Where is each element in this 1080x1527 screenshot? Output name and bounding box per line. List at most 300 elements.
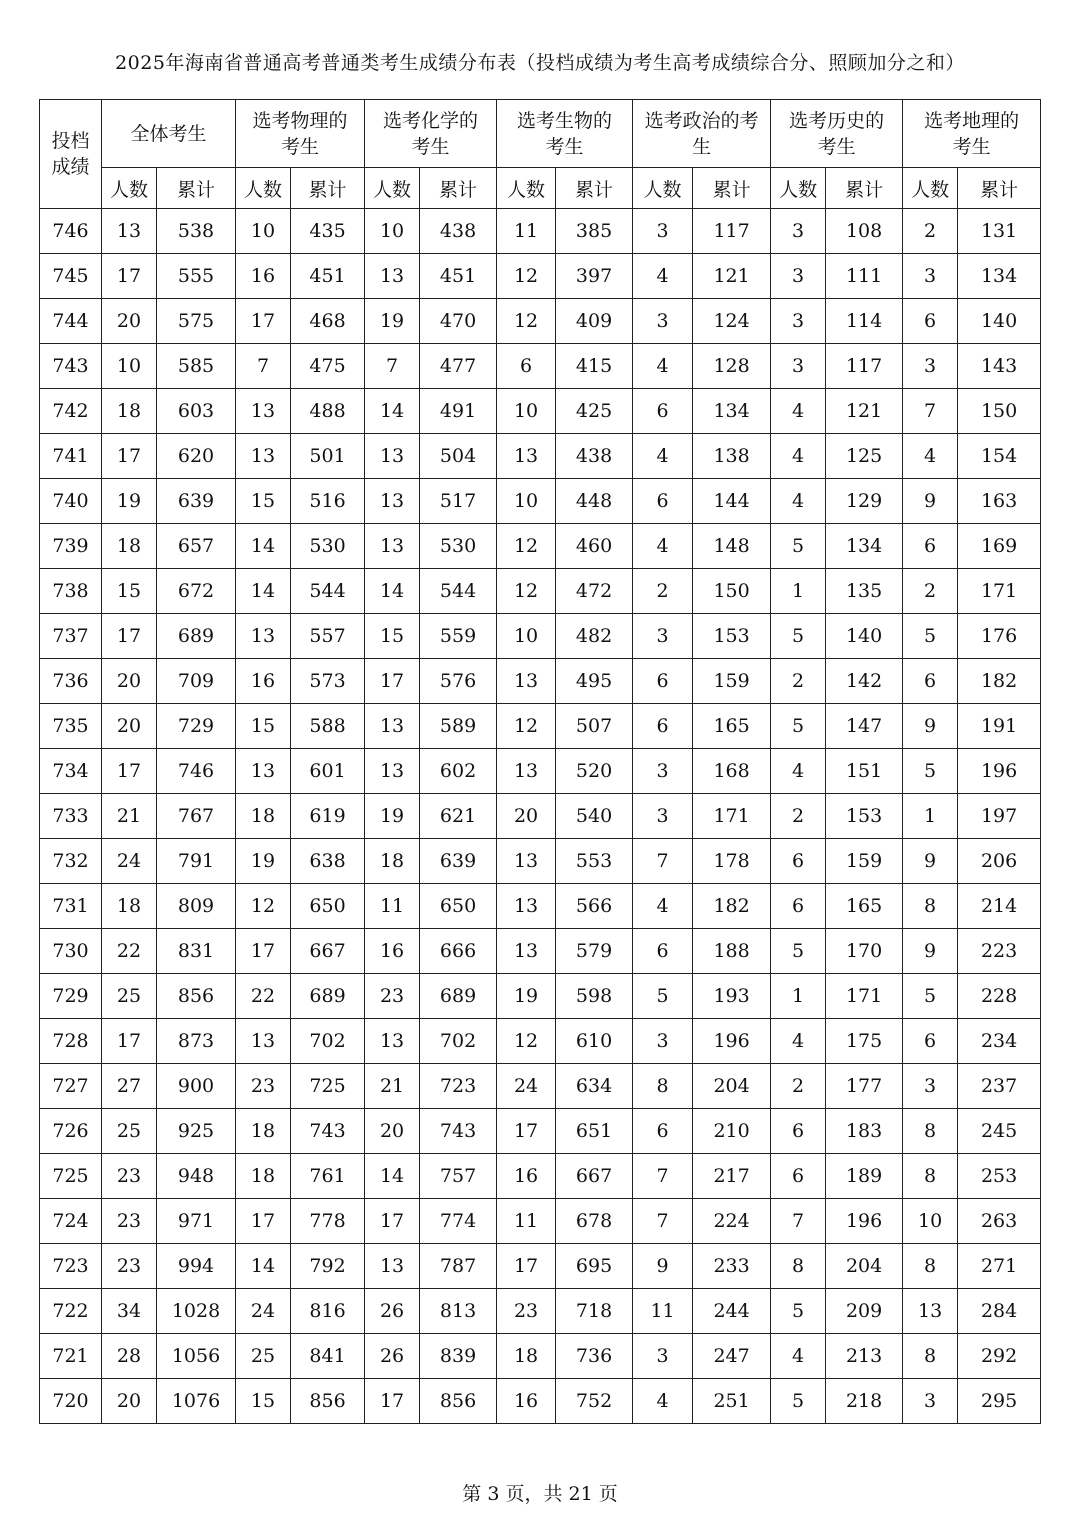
cumulative-cell: 603 [157,389,236,434]
count-header: 人数 [633,168,693,209]
table-row [40,1064,1041,1109]
cumulative-cell: 816 [291,1289,365,1334]
cumulative-cell: 125 [826,434,903,479]
count-cell: 14 [365,569,420,614]
cumulative-cell: 150 [958,389,1041,434]
cumulative-cell: 689 [291,974,365,1019]
cumulative-cell: 667 [291,929,365,974]
count-cell: 8 [903,1334,958,1379]
table-row [40,1379,1041,1424]
count-cell: 20 [102,299,157,344]
page-footer: 第 3 页，共 21 页 [462,1483,618,1505]
cumulative-cell: 134 [826,524,903,569]
count-cell: 10 [365,209,420,254]
cumulative-cell: 634 [556,1064,633,1109]
sub-header-row [40,168,1041,209]
cumulative-cell: 573 [291,659,365,704]
count-cell: 26 [365,1334,420,1379]
count-cell: 5 [633,974,693,1019]
count-cell: 2 [771,1064,826,1109]
cumulative-cell: 183 [826,1109,903,1154]
cumulative-cell: 204 [826,1244,903,1289]
cumulative-cell: 725 [291,1064,365,1109]
cumulative-cell: 244 [693,1289,771,1334]
cumulative-cell: 148 [693,524,771,569]
count-cell: 4 [633,434,693,479]
cumulative-cell: 678 [556,1199,633,1244]
count-cell: 2 [903,209,958,254]
cumulative-cell: 809 [157,884,236,929]
group-header-0 [102,100,236,168]
count-cell: 3 [771,299,826,344]
cumulative-cell: 491 [420,389,497,434]
cumulative-cell: 575 [157,299,236,344]
count-cell: 24 [497,1064,556,1109]
count-cell: 8 [903,884,958,929]
count-cell: 10 [903,1199,958,1244]
cumulative-cell: 189 [826,1154,903,1199]
count-cell: 4 [771,1019,826,1064]
table-row [40,1154,1041,1199]
count-cell: 6 [903,299,958,344]
cumulative-cell: 589 [420,704,497,749]
score-cell: 734 [40,749,102,794]
cumulative-cell: 210 [693,1109,771,1154]
group-header-line: 选考物理的 [252,109,348,132]
cumulative-cell: 666 [420,929,497,974]
cumulative-cell: 263 [958,1199,1041,1244]
cumulative-cell: 176 [958,614,1041,659]
count-cell: 5 [771,524,826,569]
count-cell: 11 [633,1289,693,1334]
cumulative-cell: 530 [420,524,497,569]
count-cell: 1 [771,569,826,614]
score-column-header [40,100,102,209]
count-cell: 6 [771,1109,826,1154]
count-header: 人数 [365,168,420,209]
cumulative-cell: 695 [556,1244,633,1289]
count-cell: 13 [236,389,291,434]
count-cell: 6 [633,704,693,749]
score-cell: 736 [40,659,102,704]
page-title: 2025年海南省普通高考普通类考生成绩分布表（投档成绩为考生高考成绩综合分、照顾加分之和） [115,52,965,74]
cumulative-cell: 150 [693,569,771,614]
cumulative-cell: 651 [556,1109,633,1154]
count-cell: 16 [497,1154,556,1199]
count-cell: 9 [903,839,958,884]
cumulative-cell: 767 [157,794,236,839]
score-cell: 725 [40,1154,102,1199]
count-cell: 3 [633,1019,693,1064]
cumulative-cell: 171 [826,974,903,1019]
cumulative-cell: 142 [826,659,903,704]
cumulative-cell: 610 [556,1019,633,1064]
count-cell: 14 [365,1154,420,1199]
cumulative-cell: 178 [693,839,771,884]
count-cell: 15 [236,1379,291,1424]
cumulative-cell: 165 [826,884,903,929]
count-cell: 23 [365,974,420,1019]
table-row [40,1289,1041,1334]
count-cell: 13 [497,839,556,884]
cumulative-cell: 251 [693,1379,771,1424]
score-cell: 743 [40,344,102,389]
cumulative-cell: 153 [826,794,903,839]
count-cell: 12 [497,1019,556,1064]
count-cell: 13 [365,479,420,524]
count-cell: 2 [771,659,826,704]
count-cell: 12 [497,299,556,344]
group-header-line: 考生 [952,135,991,158]
cumulative-cell: 702 [291,1019,365,1064]
cumulative-cell: 925 [157,1109,236,1154]
cumulative-cell: 672 [157,569,236,614]
count-cell: 3 [633,749,693,794]
cumulative-cell: 159 [826,839,903,884]
count-cell: 13 [102,209,157,254]
count-cell: 26 [365,1289,420,1334]
group-header-line: 选考生物的 [517,109,613,132]
count-cell: 21 [365,1064,420,1109]
count-cell: 13 [236,434,291,479]
count-cell: 14 [236,1244,291,1289]
score-cell: 737 [40,614,102,659]
cumulative-cell: 425 [556,389,633,434]
table-row [40,794,1041,839]
count-cell: 9 [903,704,958,749]
cumulative-cell: 579 [556,929,633,974]
count-cell: 13 [365,254,420,299]
cumulative-cell: 188 [693,929,771,974]
cumulative-cell: 124 [693,299,771,344]
count-cell: 4 [771,434,826,479]
cumulative-cell: 247 [693,1334,771,1379]
count-cell: 13 [365,704,420,749]
count-cell: 13 [236,614,291,659]
group-header-line: 选考化学的 [383,109,479,132]
table-row [40,749,1041,794]
count-cell: 20 [102,704,157,749]
cumulative-cell: 448 [556,479,633,524]
cumulative-cell: 385 [556,209,633,254]
score-cell: 720 [40,1379,102,1424]
cumulative-cell: 397 [556,254,633,299]
cumulative-cell: 709 [157,659,236,704]
cumulative-cell: 787 [420,1244,497,1289]
cumulative-cell: 729 [157,704,236,749]
cumulative-cell: 517 [420,479,497,524]
count-cell: 19 [236,839,291,884]
score-cell: 726 [40,1109,102,1154]
group-header-line: 考生 [817,135,856,158]
cumulative-cell: 621 [420,794,497,839]
cumulative-cell: 994 [157,1244,236,1289]
group-header-line: 选考政治的考 [644,109,759,132]
cumulative-cell: 147 [826,704,903,749]
table-row [40,1199,1041,1244]
count-cell: 5 [771,929,826,974]
count-cell: 8 [903,1109,958,1154]
cumulative-cell: 117 [693,209,771,254]
score-cell: 721 [40,1334,102,1379]
count-cell: 13 [365,1244,420,1289]
count-cell: 19 [497,974,556,1019]
count-cell: 22 [236,974,291,1019]
cumulative-cell: 718 [556,1289,633,1334]
count-cell: 14 [236,524,291,569]
count-cell: 7 [903,389,958,434]
count-cell: 17 [236,299,291,344]
cumulative-cell: 650 [291,884,365,929]
cumulative-cell: 856 [157,974,236,1019]
count-cell: 17 [102,1019,157,1064]
count-cell: 4 [771,389,826,434]
cumulative-cell: 170 [826,929,903,974]
cumulative-cell: 576 [420,659,497,704]
cumulative-cell: 488 [291,389,365,434]
count-cell: 6 [903,524,958,569]
cumulative-cell: 108 [826,209,903,254]
cumulative-cell: 501 [291,434,365,479]
cumulative-header: 累计 [291,168,365,209]
count-cell: 24 [236,1289,291,1334]
cumulative-cell: 598 [556,974,633,1019]
cumulative-cell: 831 [157,929,236,974]
count-cell: 8 [903,1244,958,1289]
count-cell: 3 [633,1334,693,1379]
count-cell: 10 [497,479,556,524]
cumulative-cell: 856 [420,1379,497,1424]
group-header-1 [236,100,365,168]
cumulative-cell: 143 [958,344,1041,389]
count-cell: 14 [365,389,420,434]
count-cell: 8 [903,1154,958,1199]
count-header: 人数 [236,168,291,209]
cumulative-cell: 191 [958,704,1041,749]
count-cell: 13 [497,884,556,929]
cumulative-cell: 657 [157,524,236,569]
count-cell: 17 [102,254,157,299]
cumulative-cell: 475 [291,344,365,389]
cumulative-cell: 839 [420,1334,497,1379]
count-cell: 5 [903,974,958,1019]
table-body [40,209,1041,1424]
count-cell: 12 [497,704,556,749]
cumulative-cell: 544 [291,569,365,614]
cumulative-cell: 472 [556,569,633,614]
count-cell: 7 [771,1199,826,1244]
count-cell: 5 [771,704,826,749]
table-row [40,839,1041,884]
cumulative-cell: 204 [693,1064,771,1109]
count-cell: 11 [365,884,420,929]
score-cell: 735 [40,704,102,749]
cumulative-cell: 451 [291,254,365,299]
count-cell: 10 [102,344,157,389]
count-cell: 20 [102,1379,157,1424]
count-cell: 6 [633,929,693,974]
score-cell: 728 [40,1019,102,1064]
cumulative-cell: 245 [958,1109,1041,1154]
table-row [40,1019,1041,1064]
count-cell: 23 [102,1154,157,1199]
count-cell: 23 [236,1064,291,1109]
cumulative-cell: 415 [556,344,633,389]
cumulative-cell: 153 [693,614,771,659]
score-cell: 739 [40,524,102,569]
score-cell: 732 [40,839,102,884]
cumulative-cell: 121 [826,389,903,434]
group-header-line: 选考地理的 [924,109,1020,132]
cumulative-cell: 228 [958,974,1041,1019]
cumulative-cell: 566 [556,884,633,929]
count-cell: 4 [771,479,826,524]
cumulative-cell: 154 [958,434,1041,479]
count-cell: 5 [903,749,958,794]
count-cell: 6 [497,344,556,389]
cumulative-cell: 451 [420,254,497,299]
count-cell: 15 [236,704,291,749]
cumulative-cell: 271 [958,1244,1041,1289]
cumulative-cell: 1028 [157,1289,236,1334]
table-row [40,659,1041,704]
cumulative-cell: 138 [693,434,771,479]
cumulative-cell: 134 [693,389,771,434]
table-row [40,209,1041,254]
cumulative-cell: 873 [157,1019,236,1064]
score-cell: 741 [40,434,102,479]
cumulative-cell: 900 [157,1064,236,1109]
count-cell: 19 [365,794,420,839]
count-cell: 2 [903,569,958,614]
cumulative-cell: 588 [291,704,365,749]
group-header-line: 考生 [545,135,584,158]
count-cell: 16 [236,254,291,299]
cumulative-cell: 224 [693,1199,771,1244]
score-cell: 722 [40,1289,102,1334]
cumulative-cell: 743 [291,1109,365,1154]
cumulative-cell: 538 [157,209,236,254]
cumulative-cell: 140 [958,299,1041,344]
score-cell: 746 [40,209,102,254]
cumulative-cell: 540 [556,794,633,839]
count-cell: 4 [903,434,958,479]
count-cell: 20 [102,659,157,704]
cumulative-cell: 218 [826,1379,903,1424]
count-cell: 23 [497,1289,556,1334]
count-cell: 17 [102,614,157,659]
count-cell: 6 [771,1154,826,1199]
group-header-line: 考生 [411,135,450,158]
count-cell: 12 [497,524,556,569]
cumulative-cell: 495 [556,659,633,704]
score-cell: 740 [40,479,102,524]
score-cell: 742 [40,389,102,434]
count-cell: 10 [497,614,556,659]
cumulative-cell: 553 [556,839,633,884]
cumulative-cell: 144 [693,479,771,524]
cumulative-cell: 177 [826,1064,903,1109]
cumulative-cell: 743 [420,1109,497,1154]
cumulative-cell: 639 [157,479,236,524]
count-cell: 2 [771,794,826,839]
cumulative-cell: 689 [157,614,236,659]
count-cell: 18 [102,524,157,569]
cumulative-cell: 792 [291,1244,365,1289]
cumulative-cell: 237 [958,1064,1041,1109]
cumulative-cell: 504 [420,434,497,479]
count-cell: 23 [102,1199,157,1244]
cumulative-cell: 746 [157,749,236,794]
count-header: 人数 [497,168,556,209]
count-cell: 13 [903,1289,958,1334]
cumulative-cell: 129 [826,479,903,524]
score-cell: 729 [40,974,102,1019]
count-cell: 4 [633,254,693,299]
cumulative-cell: 171 [693,794,771,839]
count-cell: 12 [497,254,556,299]
cumulative-cell: 971 [157,1199,236,1244]
count-cell: 7 [365,344,420,389]
cumulative-header: 累计 [958,168,1041,209]
count-cell: 13 [236,1019,291,1064]
count-cell: 13 [497,929,556,974]
cumulative-cell: 171 [958,569,1041,614]
score-header-line-1: 投档 [51,130,90,152]
count-header: 人数 [771,168,826,209]
cumulative-cell: 223 [958,929,1041,974]
cumulative-cell: 111 [826,254,903,299]
count-cell: 13 [365,749,420,794]
cumulative-cell: 468 [291,299,365,344]
table-row [40,299,1041,344]
count-cell: 5 [771,1379,826,1424]
group-header-row [40,100,1041,168]
cumulative-cell: 196 [693,1019,771,1064]
count-cell: 11 [497,1199,556,1244]
cumulative-cell: 752 [556,1379,633,1424]
count-cell: 18 [236,1154,291,1199]
table-row [40,1109,1041,1154]
count-cell: 17 [102,434,157,479]
cumulative-cell: 639 [420,839,497,884]
cumulative-cell: 253 [958,1154,1041,1199]
cumulative-cell: 121 [693,254,771,299]
cumulative-cell: 284 [958,1289,1041,1334]
count-cell: 3 [633,614,693,659]
cumulative-cell: 520 [556,749,633,794]
count-cell: 19 [102,479,157,524]
count-cell: 3 [771,209,826,254]
count-cell: 17 [365,659,420,704]
cumulative-cell: 856 [291,1379,365,1424]
count-cell: 15 [236,479,291,524]
cumulative-cell: 723 [420,1064,497,1109]
cumulative-header: 累计 [420,168,497,209]
count-cell: 17 [497,1109,556,1154]
count-cell: 3 [771,254,826,299]
table-row [40,704,1041,749]
cumulative-cell: 163 [958,479,1041,524]
cumulative-cell: 438 [556,434,633,479]
count-cell: 6 [771,839,826,884]
table-row [40,884,1041,929]
cumulative-cell: 601 [291,749,365,794]
count-cell: 7 [633,1154,693,1199]
count-cell: 25 [236,1334,291,1379]
score-cell: 738 [40,569,102,614]
count-cell: 6 [903,1019,958,1064]
